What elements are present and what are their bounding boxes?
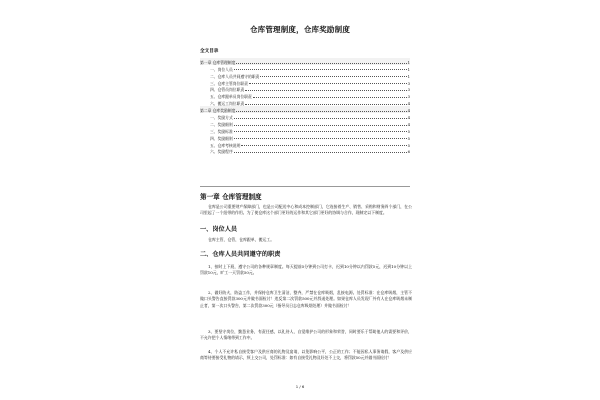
toc-entry-label: 四、奖励细则 [210,135,233,141]
document-page [170,18,430,393]
toc-leader-dots [234,131,407,132]
toc-entry-page: 4 [407,115,410,121]
toc-entry-page: 3 [407,87,410,93]
toc-entry-page: 5 [407,128,410,134]
toc-entry-page: 4 [407,101,410,107]
toc-entry-page: 4 [407,121,410,127]
toc-leader-dots [234,152,407,153]
toc-leader-dots [234,118,407,119]
toc-leader-dots [241,145,406,146]
toc-entry-page: 6 [407,149,410,155]
toc-leader-dots [234,125,407,126]
toc-entry-label: 五、仓库考核说明 [210,142,241,148]
toc-entry-page: 3 [407,94,410,100]
toc-heading: 全文目录 [200,49,219,54]
toc-entry[interactable] [200,127,410,134]
divider [200,186,410,187]
toc-entry[interactable] [200,141,410,148]
toc-leader-dots [253,97,407,98]
toc-entry-label: 六、搬运工岗位职责 [210,101,245,107]
toc-entry[interactable] [200,72,410,79]
toc-leader-dots [245,104,406,105]
toc-entry-page: 1 [407,66,410,72]
section-heading-positions: 一、岗位人员 [200,226,238,233]
toc-entry-label: 四、仓管员岗位职责 [210,87,245,93]
toc-entry[interactable] [200,106,410,113]
toc-leader-dots [245,90,406,91]
toc-entry-label: 五、仓库跟单员岗位职责 [210,94,252,100]
page-number: 1 / 6 [295,384,305,389]
intro-paragraph: 仓库是公司重要财产保障部门，也是公司配送中心和成本控制部门，它连接着生产、销售、采购和财务四个部门，在公司里起了一个纽带的作用。为了使仓库这个部门更好的运作和其它部门更好的协调与合作，现制定以下制度。 [200,204,412,216]
rule-paragraph-2: 2、做好防火，防盗工作，并保持仓库卫生清洁，整齐，严禁在仓库吸烟，乱接电源。处罚标准：在仓库吸烟，主管不做口头警告直接罚款300元并做书面检讨！违反第二次罚款500元并辞退处理。如果仓库人员发现厂外有人在仓库吸烟未制止者，第一次口头警告，第二次罚款300元（指导员日志仓库吸烟处理）并做书面检讨！ [200,290,412,308]
toc-entry-label: 第二章 仓库奖励制度 [200,108,236,114]
positions-text: 仓库主管，仓管，仓库跟单，搬运工。 [208,237,275,242]
toc-entry[interactable] [200,120,410,127]
toc-entry-page: 5 [407,142,410,148]
toc-entry-label: 三、仓库主管岗位职责 [210,80,248,86]
toc-entry-label: 一、岗位人员 [210,66,233,72]
toc-entry-label: 一、奖励方式 [210,115,233,121]
rule-paragraph-4: 4、个人不允许私自接受客户及供应商的礼物及宴请，以免影响公平，公正的工作；不能因私人事务请假，客户及供应商等待要接受礼物的请示，须上交公司，处罚标准：如有自接受礼物及好处不上交，将罚款50元并做书面检讨！ [200,349,412,361]
toc-entry[interactable] [200,65,410,72]
toc-entry[interactable] [200,134,410,141]
toc-leader-dots [236,63,406,64]
toc-entry[interactable] [200,92,410,99]
toc-entry[interactable] [200,99,410,106]
toc-entry-page: 1 [407,59,410,65]
toc-leader-dots [236,111,406,112]
toc-entry-label: 六、奖励程序 [210,149,233,155]
section-heading-duties: 二、仓库人员共同遵守的职责 [200,251,281,258]
document-title: 仓库管理制度，仓库奖励制度 [249,25,351,34]
chapter-heading: 第一章 仓库管理制度 [200,193,262,201]
rule-paragraph-3: 3、要坚守岗位，勤恳业务，有责任感，以礼待人，自觉维护公司的形象和荣誉，同时要乐于帮助他人的需要和评价，不允许把个人情绪带到工作中。 [200,329,412,341]
toc-leader-dots [234,138,407,139]
rule-paragraph-1: 1、按时上下班，遵守公司的各种规章制度。每天提前5分钟到公司打卡，迟到10分钟以内罚款5元，迟到10分钟以上罚款10元，旷工一天罚款50元。 [200,264,412,276]
toc-entry[interactable] [200,58,410,65]
toc-entry-label: 二、奖励细则 [210,121,233,127]
toc-entry[interactable] [200,86,410,93]
toc-leader-dots [260,76,406,77]
table-of-contents [200,58,410,154]
toc-entry-label: 二、仓库人员共同遵守的职责 [210,73,260,79]
toc-entry-label: 第一章 仓库管理制度 [200,59,236,65]
toc-entry-page: 5 [407,135,410,141]
toc-leader-dots [234,69,407,70]
toc-entry-page: 4 [407,108,410,114]
toc-entry[interactable] [200,113,410,120]
toc-entry-label: 三、奖励标准 [210,128,233,134]
toc-entry[interactable] [200,79,410,86]
toc-entry-page: 1 [407,73,410,79]
toc-entry[interactable] [200,148,410,155]
toc-leader-dots [249,83,407,84]
toc-entry-page: 3 [407,80,410,86]
